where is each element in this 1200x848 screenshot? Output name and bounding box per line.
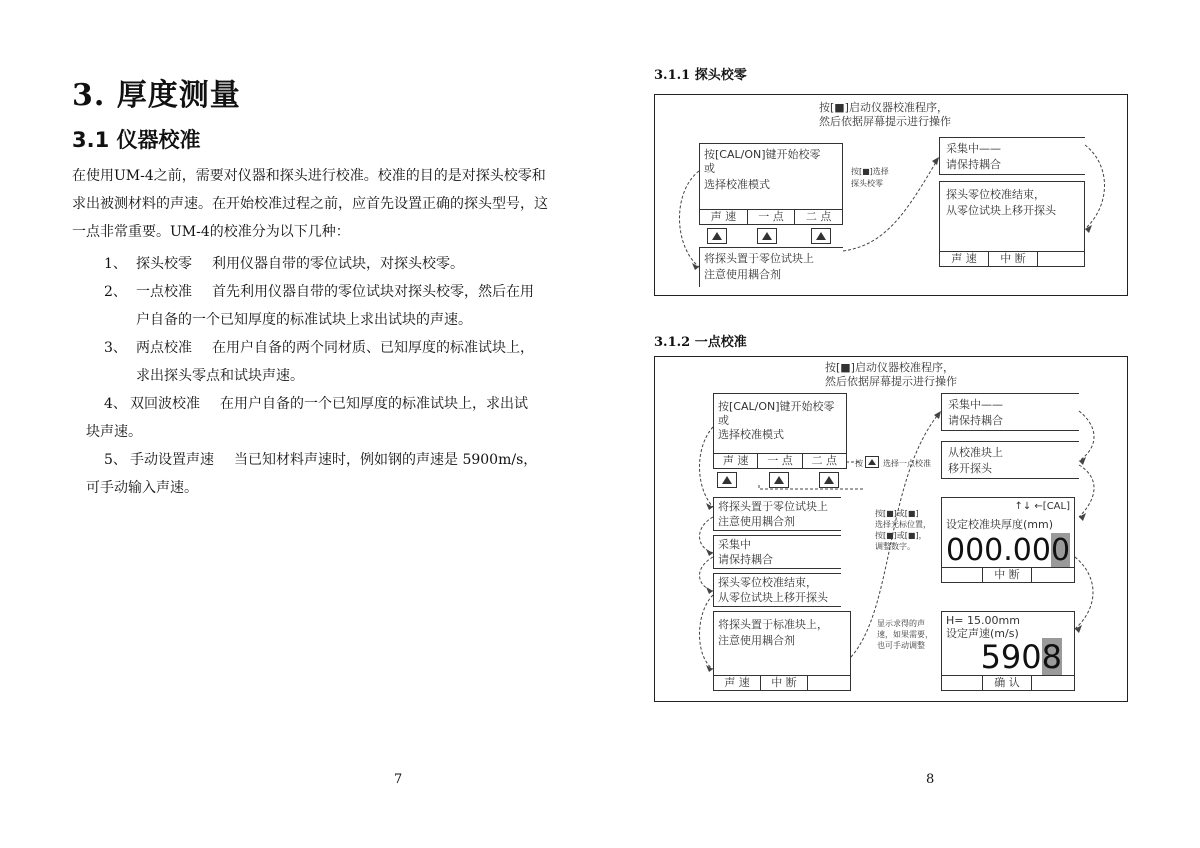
list-item-continuation: 户自备的一个已知厚度的标准试块上求出试块的声速。	[136, 312, 472, 328]
fig1-screen-start-line2: 或	[704, 162, 715, 175]
figure-probe-zero	[654, 94, 1128, 296]
subsection-title-zero: 3.1.1 探头校零	[654, 68, 747, 83]
fig2-screen-remove-probe-line2: 移开探头	[948, 462, 992, 475]
fig2-note-h-3: 按[■]或[■]，	[875, 531, 927, 540]
list-item	[104, 334, 534, 362]
fig2-screen-acquire-zero-line1: 采集中	[718, 538, 751, 551]
softkey-sound-speed: 声 速	[940, 252, 989, 266]
fig2-screen-acquire-zero-line2: 请保持耦合	[718, 553, 773, 566]
fig2-top-note-2: 然后依据屏幕提示进行操作	[825, 375, 957, 388]
list-item-desc: 利用仪器自带的零位试块，对探头校零。	[212, 256, 464, 272]
fig2-top-note-1: 按[■]启动仪器校准程序，	[825, 361, 954, 374]
list-item	[104, 278, 534, 306]
fig2-status-keys: ↑↓ ←[CAL]	[1014, 501, 1070, 512]
softkey-abort: 中 断	[989, 252, 1038, 266]
softkey-two-point: 二 点	[805, 210, 832, 223]
fig2-screen-start-line3: 选择校准模式	[718, 428, 784, 441]
list-item-desc: 在用户自备的一个已知厚度的标准试块上，求出试	[220, 396, 528, 412]
fig2-screen-start-line1: 按[CAL/ON]键开始校零	[718, 400, 835, 413]
page-number-left: 7	[394, 772, 403, 787]
list-item-term: 探头校零	[136, 256, 192, 272]
fig1-flow-arrows	[655, 95, 1129, 297]
fig2-screen-place-zero-line1: 将探头置于零位试块上	[718, 500, 828, 513]
list-item-number: 1、	[104, 256, 127, 272]
list-item-number: 4、	[104, 396, 127, 412]
fig1-side-note-2: 探头校零	[851, 179, 883, 188]
list-item-term: 手动设置声速	[130, 452, 214, 468]
list-item-continuation: 块声速。	[86, 424, 142, 440]
list-item-continuation: 求出探头零点和试块声速。	[136, 368, 304, 384]
fig2-velocity-label: 设定声速(m/s)	[946, 627, 1019, 640]
softkey-two-point: 二 点	[811, 454, 838, 467]
fig1-screen-place-line1: 将探头置于零位试块上	[704, 252, 814, 265]
softkey-abort: 中 断	[982, 568, 1032, 582]
fig1-screen-start-line3: 选择校准模式	[704, 178, 770, 191]
list-item-continuation: 可手动输入声速。	[86, 480, 198, 496]
fig1-side-note-1: 按[■]选择	[851, 167, 889, 176]
softkey-sound-speed: 声 速	[714, 454, 758, 468]
fig1-top-note-2: 然后依据屏幕提示进行操作	[819, 115, 951, 128]
fig2-screen-remove-probe-line1: 从校准块上	[948, 446, 1003, 459]
list-item-number: 3、	[104, 340, 127, 356]
fig1-screen-start-line1: 按[CAL/ON]键开始校零	[704, 148, 821, 161]
softkey-one-point: 一 点	[758, 454, 802, 468]
list-item	[104, 250, 464, 278]
fig2-note-h-4: 调整数字。	[875, 542, 915, 551]
fig2-screen-place-standard-line1: 将探头置于标准块上，	[718, 618, 828, 631]
fig1-top-note-1: 按[■]启动仪器校准程序，	[819, 101, 948, 114]
fig2-thickness-label: 设定校准块厚度(mm)	[946, 518, 1054, 531]
fig2-screen-acquire-standard-line1: 采集中——	[948, 398, 1003, 411]
softkey-confirm: 确 认	[982, 676, 1032, 690]
list-item-desc: 在用户自备的两个同材质、已知厚度的标准试块上，	[212, 340, 534, 356]
fig1-screen-acquire-line1: 采集中——	[946, 142, 1001, 155]
list-item-number: 2、	[104, 284, 127, 300]
intro-paragraph: 在使用UM-4之前，需要对仪器和探头进行校准。校准的目的是对探头校零和求出被测材料的声速。在开始校准过程之前，应首先设置正确的探头型号，这一点非常重要。UM-4的校准分为以下几种：	[72, 168, 548, 240]
fig1-screen-place-line2: 注意使用耦合剂	[704, 268, 781, 281]
fig1-screen-done-line2: 从零位试块上移开探头	[946, 204, 1056, 217]
fig1-screen-done-line1: 探头零位校准结束，	[946, 188, 1045, 201]
fig2-note-i-2: 速，如果需要，	[877, 630, 933, 639]
list-item	[104, 390, 528, 418]
figure-one-point	[654, 356, 1128, 702]
list-item-term: 双回波校准	[130, 396, 200, 412]
velocity-digits: 590	[980, 638, 1042, 676]
softkey-sound-speed: 声 速	[700, 210, 748, 224]
subsection-title-one-point: 3.1.2 一点校准	[654, 335, 747, 350]
chapter-title: 3. 厚度测量	[72, 78, 241, 113]
list-item-desc: 当已知材料声速时，例如钢的声速是 5900m/s，	[234, 452, 538, 468]
fig2-note-h-1: 按[■]或[■]	[875, 509, 919, 518]
fig2-note-i-3: 也可手动调整	[877, 641, 925, 650]
fig2-screen-zero-done-line2: 从零位试块上移开探头	[718, 591, 828, 604]
list-item	[104, 446, 537, 474]
softkey-one-point: 一 点	[748, 210, 796, 224]
fig2-note-h-2: 选择光标位置，	[875, 520, 931, 529]
list-item-term: 一点校准	[136, 284, 192, 300]
section-title: 3.1 仪器校准	[72, 128, 201, 152]
fig1-screen-acquire-line2: 请保持耦合	[946, 158, 1001, 171]
fig2-screen-zero-done-line1: 探头零位校准结束，	[718, 576, 817, 589]
list-item-desc: 首先利用仪器自带的零位试块对探头校零，然后在用	[212, 284, 534, 300]
fig2-screen-acquire-standard-line2: 请保持耦合	[948, 414, 1003, 427]
softkey-sound-speed: 声 速	[714, 676, 761, 690]
softkey-abort: 中 断	[761, 676, 808, 690]
list-item-number: 5、	[104, 452, 127, 468]
list-item-term: 两点校准	[136, 340, 192, 356]
fig2-note-i-1: 显示求得的声	[877, 619, 925, 628]
fig2-mid-note-2: 选择一点校准	[883, 459, 931, 468]
fig2-flow-arrows	[655, 357, 1129, 703]
fig2-screen-place-zero-line2: 注意使用耦合剂	[718, 515, 795, 528]
velocity-cursor-digit: 8	[1041, 638, 1062, 676]
fig2-mid-note: 按	[855, 459, 863, 468]
thickness-digits: 000.00	[946, 533, 1051, 568]
page-number-right: 8	[926, 772, 935, 787]
fig2-screen-start-line2: 或	[718, 414, 729, 427]
fig2-screen-place-standard-line2: 注意使用耦合剂	[718, 634, 795, 647]
thickness-cursor-digit: 0	[1050, 533, 1071, 568]
fig2-velocity-thickness: H= 15.00mm	[946, 614, 1020, 627]
